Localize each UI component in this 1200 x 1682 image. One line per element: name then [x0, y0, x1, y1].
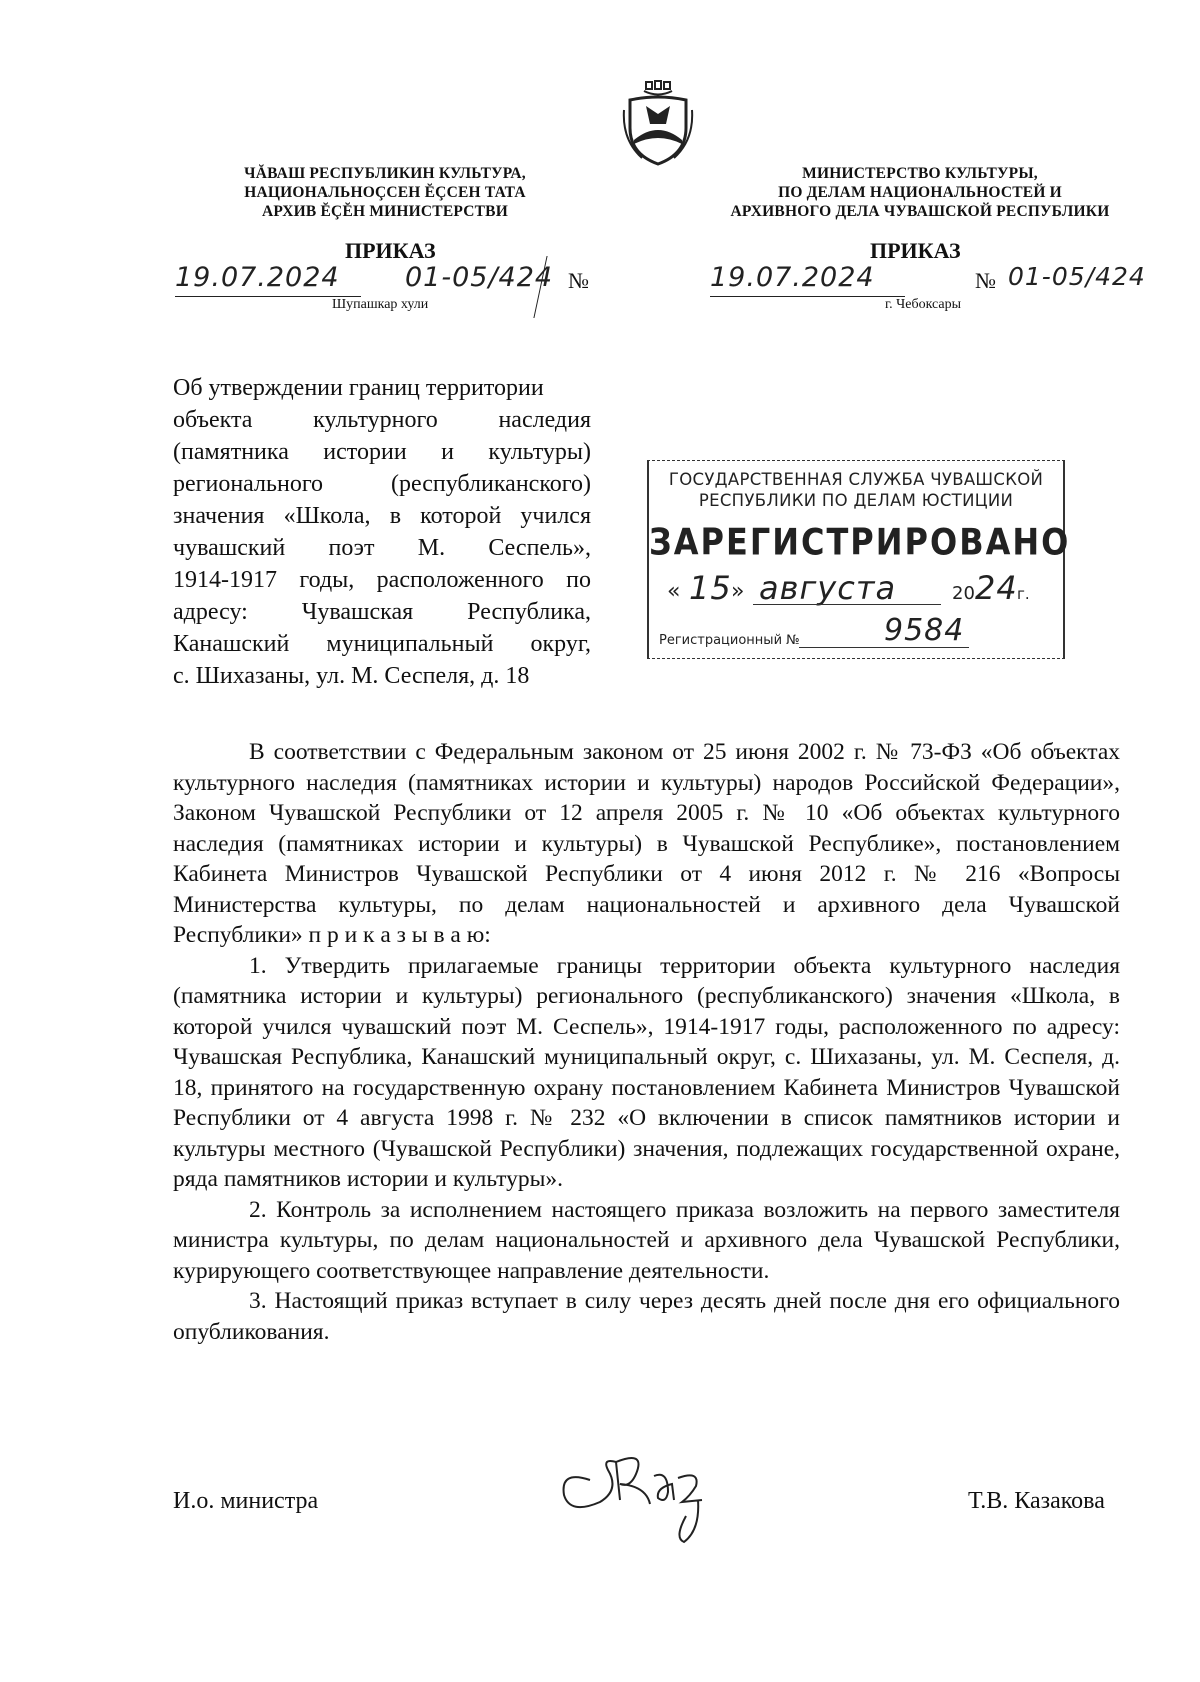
stamp-reg-number: 9584: [884, 613, 965, 648]
order-date-left: 19.07.2024: [175, 262, 340, 293]
stamp-underline: [799, 647, 969, 648]
subject-line: 1914-1917 годы, расположенного по: [173, 567, 591, 593]
ministry-name-russian: [720, 164, 1120, 221]
signatory-name: Т.В. Казакова: [968, 1488, 1105, 1514]
subject-line: (памятника истории и культуры): [173, 439, 591, 465]
stamp-underline: [753, 604, 941, 605]
body-paragraph: 3. Настоящий приказ вступает в силу через десять дней после дня его официального опубликования.: [173, 1288, 1120, 1345]
subject-line: регионального (республиканского): [173, 471, 591, 497]
coat-of-arms-icon: [622, 80, 694, 166]
header-left-line: НАЦИОНАЛЬНОÇСЕН ĔÇСЕН ТАТА: [244, 184, 526, 201]
subject-line: Об утверждении границ территории: [173, 375, 544, 401]
header-right-line: АРХИВНОГО ДЕЛА ЧУВАШСКОЙ РЕСПУБЛИКИ: [730, 203, 1110, 220]
stamp-date-row: [667, 569, 1057, 607]
stamp-quote-close: »: [731, 579, 745, 604]
stamp-registered: ЗАРЕГИСТРИРОВАНО: [649, 520, 1071, 564]
stamp-month: августа: [759, 569, 897, 607]
signatory-position: И.о. министра: [173, 1488, 319, 1514]
stamp-agency-line: ГОСУДАРСТВЕННАЯ СЛУЖБА ЧУВАШСКОЙ: [668, 470, 1044, 489]
header-left-line: ЧĂВАШ РЕСПУБЛИКИН КУЛЬТУРА,: [244, 165, 526, 182]
city-left: Шупашкар хули: [332, 297, 429, 312]
subject-line: с. Шихазаны, ул. М. Сеспеля, д. 18: [173, 663, 530, 689]
stamp-year-suffix: 24: [975, 569, 1018, 607]
order-subject: [173, 372, 591, 692]
subject-line: чувашский поэт М. Сеспель»,: [173, 535, 591, 561]
stamp-reg-label: Регистрационный №: [659, 633, 800, 648]
registration-stamp: [647, 460, 1071, 659]
stamp-quote-open: «: [667, 579, 681, 604]
handwritten-signature: [550, 1440, 720, 1550]
order-number-left: 01-05/424: [405, 262, 554, 293]
order-number-right: 01-05/424: [1008, 262, 1146, 291]
header-left-line: АРХИВ ĔÇĔН МИНИСТЕРСТВИ: [262, 203, 508, 220]
stamp-agency-line: РЕСПУБЛИКИ ПО ДЕЛАМ ЮСТИЦИИ: [698, 491, 1014, 510]
order-date-right: 19.07.2024: [710, 262, 875, 293]
header-right-line: ПО ДЕЛАМ НАЦИОНАЛЬНОСТЕЙ И: [778, 184, 1062, 201]
date-underline: [710, 296, 905, 297]
stamp-day: 15: [689, 569, 732, 607]
subject-line: адресу: Чувашская Республика,: [173, 599, 591, 625]
body-paragraph: 2. Контроль за исполнением настоящего приказа возложить на первого заместителя министра культуры, по делам национальностей и архивного дела Чувашской Республики, курирующего соответствующее направление деятельности.: [173, 1196, 1120, 1284]
number-sign-left: №: [568, 268, 589, 293]
stamp-year-unit: г.: [1017, 585, 1030, 603]
order-body: [173, 737, 1120, 1347]
stamp-year-prefix: 20: [952, 583, 975, 604]
body-paragraph: В соответствии с Федеральным законом от 25 июня 2002 г. № 73-ФЗ «Об объектах культурного наследия (памятниках истории и культуры) народов Российской Федерации», Законом Чувашской Республики от 12 апреля 2005 г. № 10 «Об объектах культурного наследия (памятниках истории и культуры) в Чувашской Республике», постановлением Кабинета Министров Чувашской Республики от 4 июня 2012 г. № 216 «Вопросы Министерства культуры, по делам национальностей и архивного дела Чувашской Республики» п р и к а з ы в а ю:: [173, 739, 1120, 948]
ministry-name-chuvash: [210, 164, 560, 221]
subject-line: объекта культурного наследия: [173, 407, 591, 433]
city-right: г. Чебоксары: [885, 297, 962, 312]
subject-line: Канашский муниципальный округ,: [173, 631, 591, 657]
order-title-left: ПРИКАЗ: [345, 238, 436, 263]
body-paragraph: 1. Утвердить прилагаемые границы территории объекта культурного наследия (памятника истории и культуры) регионального (республиканского) значения «Школа, в которой учился чувашский поэт М. Сеспель», 1914-1917 годы, расположенного по адресу: Чувашская Республика, Канашский муниципальный округ, с. Шихазаны, ул. М. Сеспеля, д. 18, принятого на государственную охрану постановлением Кабинета Министров Чувашской Республики от 4 августа 1998 г. № 232 «О включении в список памятников истории и культуры местного (Чувашской Республики) значения, подлежащих государственной охране, ряда памятников истории и культуры».: [173, 952, 1120, 1192]
number-sign-right: №: [975, 268, 996, 293]
header-right-line: МИНИСТЕРСТВО КУЛЬТУРЫ,: [802, 165, 1038, 182]
order-title-right: ПРИКАЗ: [870, 238, 961, 263]
subject-line: значения «Школа, в которой учился: [173, 503, 591, 529]
